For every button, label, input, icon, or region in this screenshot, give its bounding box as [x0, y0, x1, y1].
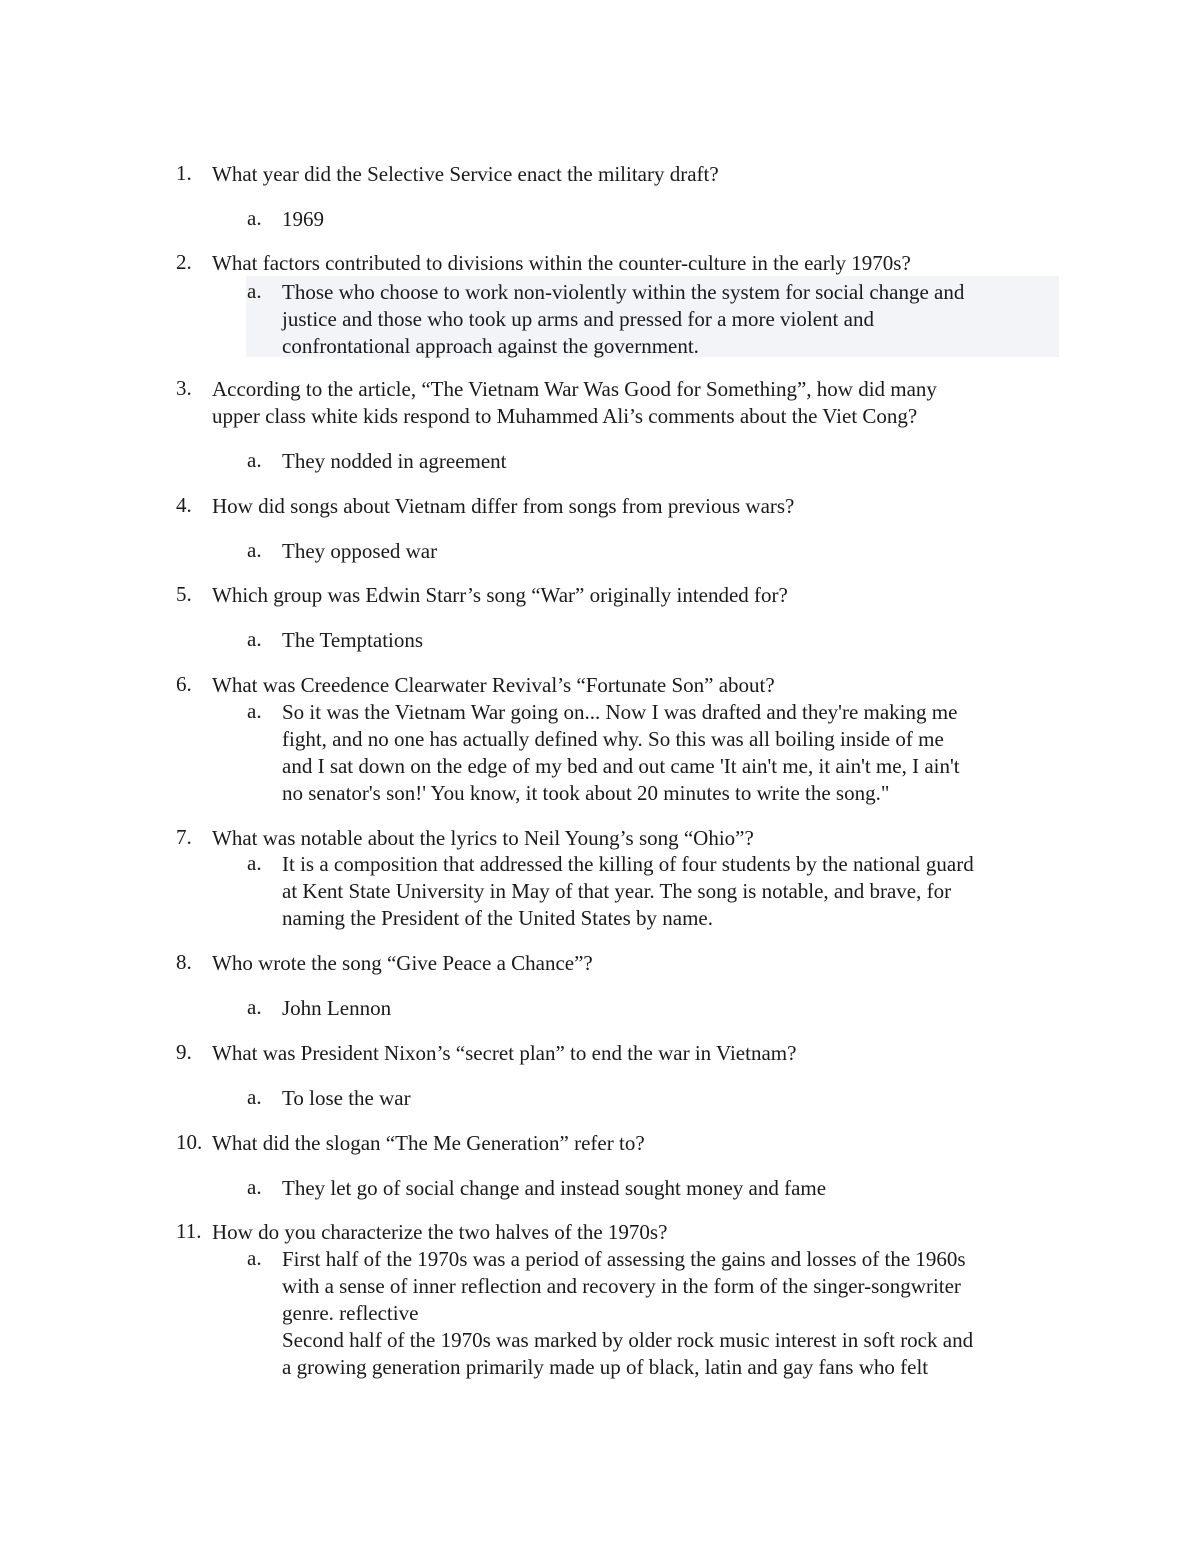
answer-text-line: So it was the Vietnam War going on... Now I was drafted and they're making me: [282, 700, 958, 724]
question-text: [212, 950, 1060, 977]
answer-text-line: Those who choose to work non-violently within the system for social change and: [282, 280, 965, 304]
question-text-line: What was Creedence Clearwater Revival’s “Fortunate Son” about?: [212, 673, 775, 697]
question-number: 11.: [176, 1219, 202, 1243]
question-text: [212, 250, 1060, 277]
answer-letter: a.: [247, 1246, 262, 1270]
question-number: 8.: [176, 950, 192, 974]
answer-text: [282, 1085, 1059, 1112]
answer-letter: a.: [247, 538, 262, 562]
question-number: 3.: [176, 376, 192, 400]
question-text-line: According to the article, “The Vietnam War Was Good for Something”, how did many: [212, 377, 937, 401]
answer-letter: a.: [247, 206, 262, 230]
question-text: [212, 1040, 1060, 1067]
answer-text-line: John Lennon: [282, 996, 392, 1020]
answer-text-line: at Kent State University in May of that year. The song is notable, and brave, for: [282, 879, 952, 903]
answer-text-line: fight, and no one has actually defined why. So this was all boiling inside of me: [282, 727, 944, 751]
answer-text: [282, 448, 1059, 475]
question-text-line: How do you characterize the two halves of the 1970s?: [212, 1220, 668, 1244]
question-text: [212, 493, 1060, 520]
answer-text-line: They opposed war: [282, 539, 438, 563]
question-number: 4.: [176, 493, 192, 517]
answer-letter: a.: [247, 699, 262, 723]
question-text: [212, 825, 1060, 852]
answer-text: [282, 279, 1059, 360]
answer-text: [282, 1246, 1059, 1381]
answer-text-line: a growing generation primarily made up of black, latin and gay fans who felt: [282, 1355, 929, 1379]
answer-text-line: justice and those who took up arms and pressed for a more violent and: [282, 307, 874, 331]
answer-text: [282, 699, 1059, 807]
answer-text: [282, 206, 1059, 233]
question-text-line: What factors contributed to divisions within the counter-culture in the early 1970s?: [212, 251, 911, 275]
question-text-line: What was notable about the lyrics to Neil Young’s song “Ohio”?: [212, 826, 754, 850]
answer-text: [282, 851, 1059, 932]
question-text: [212, 582, 1060, 609]
question-number: 6.: [176, 672, 192, 696]
question-text: [212, 1130, 1060, 1157]
answer-text-line: To lose the war: [282, 1086, 411, 1110]
question-text-line: How did songs about Vietnam differ from songs from previous wars?: [212, 494, 795, 518]
question-number: 2.: [176, 250, 192, 274]
question-number: 5.: [176, 582, 192, 606]
answer-text: [282, 1175, 1059, 1202]
answer-letter: a.: [247, 279, 262, 303]
answer-text-line: They nodded in agreement: [282, 449, 507, 473]
question-text: [212, 161, 1060, 188]
answer-text: [282, 538, 1059, 565]
answer-letter: a.: [247, 1085, 262, 1109]
question-text: [212, 376, 1060, 430]
question-number: 1.: [176, 161, 192, 185]
answer-text-line: and I sat down on the edge of my bed and out came 'It ain't me, it ain't me, I ain't: [282, 754, 960, 778]
question-number: 7.: [176, 825, 192, 849]
answer-letter: a.: [247, 627, 262, 651]
question-number: 10.: [176, 1130, 203, 1154]
answer-text-line: First half of the 1970s was a period of assessing the gains and losses of the 1960s: [282, 1247, 966, 1271]
answer-text-line: They let go of social change and instead sought money and fame: [282, 1176, 827, 1200]
question-text: [212, 1219, 1060, 1246]
answer-text-line: naming the President of the United States by name.: [282, 906, 713, 930]
question-text-line: Which group was Edwin Starr’s song “War” originally intended for?: [212, 583, 788, 607]
answer-letter: a.: [247, 448, 262, 472]
question-number: 9.: [176, 1040, 192, 1064]
answer-text-line: 1969: [282, 207, 324, 231]
answer-text: [282, 995, 1059, 1022]
question-text-line: Who wrote the song “Give Peace a Chance”?: [212, 951, 593, 975]
answer-text-line: genre. reflective: [282, 1301, 419, 1325]
answer-letter: a.: [247, 851, 262, 875]
answer-text-line: The Temptations: [282, 628, 424, 652]
answer-text-line: Second half of the 1970s was marked by older rock music interest in soft rock and: [282, 1328, 974, 1352]
answer-text: [282, 627, 1059, 654]
question-text-line: What did the slogan “The Me Generation” refer to?: [212, 1131, 645, 1155]
answer-letter: a.: [247, 1175, 262, 1199]
question-text: [212, 672, 1060, 699]
answer-text-line: no senator's son!' You know, it took about 20 minutes to write the song.": [282, 781, 890, 805]
answer-text-line: It is a composition that addressed the killing of four students by the national guard: [282, 852, 974, 876]
answer-letter: a.: [247, 995, 262, 1019]
answer-text-line: with a sense of inner reflection and recovery in the form of the singer-songwriter: [282, 1274, 961, 1298]
question-text-line: What year did the Selective Service enact the military draft?: [212, 162, 719, 186]
answer-text-line: confrontational approach against the government.: [282, 334, 699, 358]
question-text-line: upper class white kids respond to Muhammed Ali’s comments about the Viet Cong?: [212, 404, 918, 428]
question-text-line: What was President Nixon’s “secret plan” to end the war in Vietnam?: [212, 1041, 797, 1065]
